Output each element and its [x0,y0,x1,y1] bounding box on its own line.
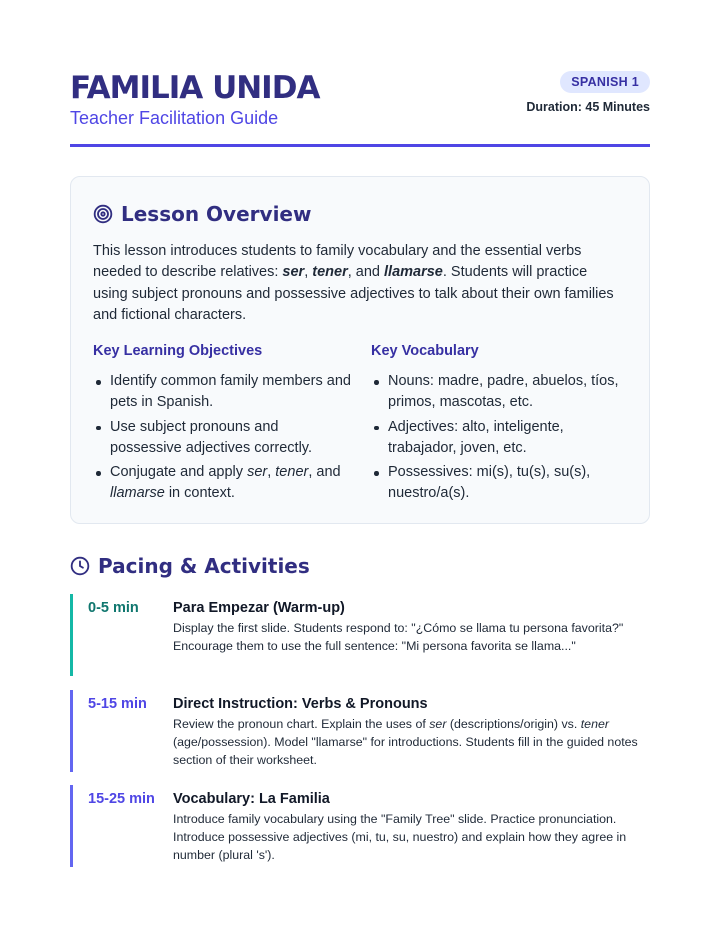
list-item: Nouns: madre, padre, abuelos, tíos, primos, mascotas, etc. [371,371,631,414]
intro-text-2: . Students will practice using subject pronouns and possessive adjectives to talk about their own families and fictional characters. [93,264,614,323]
activity-row [70,690,650,772]
activity-row [70,785,650,867]
activity-body [173,696,653,769]
objective-3-sep2: , and [308,464,341,481]
intro-sep-1: , [304,264,313,281]
objective-3-pre: Conjugate and apply [110,464,248,481]
activity-desc-3: (age/possession). Model "llamarse" for introductions. Students fill in the guided notes section of their worksheet. [173,735,638,767]
objectives-list [93,371,353,505]
objective-3-sep1: , [267,464,276,481]
target-icon [93,204,113,224]
lesson-overview-card [70,176,650,524]
list-item [93,462,353,505]
activity-title: Para Empezar (Warm-up) [173,600,345,616]
objectives-column [93,343,353,508]
verb-ser: ser [282,264,305,281]
pacing-heading: Pacing & Activities [98,554,310,578]
activity-body [173,600,653,655]
objective-3-ser: ser [247,464,268,481]
activity-time: 0-5 min [88,600,139,616]
activity-description: Introduce family vocabulary using the "Family Tree" slide. Practice pronunciation. Introduce possessive adjectives (mi, tu, su, nuestro) and explain how they agree in number (plural 's'). [173,812,627,862]
activity-desc-1: Review the pronoun chart. Explain the uses of [173,717,430,731]
lesson-overview-text [93,241,623,326]
objective-3-post: in context. [164,485,235,502]
list-item: Use subject pronouns and possessive adjectives correctly. [93,417,353,460]
activity-time: 5-15 min [88,696,147,712]
clock-icon [70,556,90,576]
lesson-overview-heading: Lesson Overview [121,202,312,226]
verb-llamarse: llamarse [384,264,443,281]
vocabulary-heading: Key Vocabulary [371,343,479,359]
objective-3-tener: tener [275,464,309,481]
activity-row [70,594,650,676]
intro-sep-2: , and [347,264,385,281]
activity-body [173,791,653,864]
pacing-header [70,553,310,579]
activity-description [173,715,653,769]
objective-3-llamarse: llamarse [110,485,165,502]
list-item: Identify common family members and pets in Spanish. [93,371,353,414]
document-header [70,68,650,148]
vocabulary-column [371,343,631,508]
course-badge: SPANISH 1 [560,71,650,93]
lesson-overview-header [93,201,311,227]
activity-description: Display the first slide. Students respond to: "¿Cómo se llama tu persona favorita?" Encourage them to use the full sentence: "Mi persona favorita se llama..." [173,621,624,653]
document-title: FAMILIA UNIDA [70,70,320,106]
duration-label: Duration: [526,100,582,114]
activity-title: Vocabulary: La Familia [173,791,330,807]
list-item: Possessives: mi(s), tu(s), su(s), nuestro/a(s). [371,462,631,505]
verb-tener: tener [312,264,348,281]
activity-desc-tener: tener [580,717,609,731]
duration-value: 45 Minutes [585,100,650,114]
activity-desc-2: (descriptions/origin) vs. [446,717,581,731]
activity-time: 15-25 min [88,791,155,807]
intro-text-1: This lesson introduces students to family vocabulary and the essential verbs needed to describe relatives: [93,243,582,281]
header-divider [70,144,650,147]
activity-desc-ser: ser [429,717,447,731]
duration-line [526,100,650,114]
document-subtitle: Teacher Facilitation Guide [70,108,279,128]
vocabulary-list [371,371,631,505]
objectives-heading: Key Learning Objectives [93,343,263,359]
list-item: Adjectives: alto, inteligente, trabajador, joven, etc. [371,417,631,460]
activity-title: Direct Instruction: Verbs & Pronouns [173,696,428,712]
